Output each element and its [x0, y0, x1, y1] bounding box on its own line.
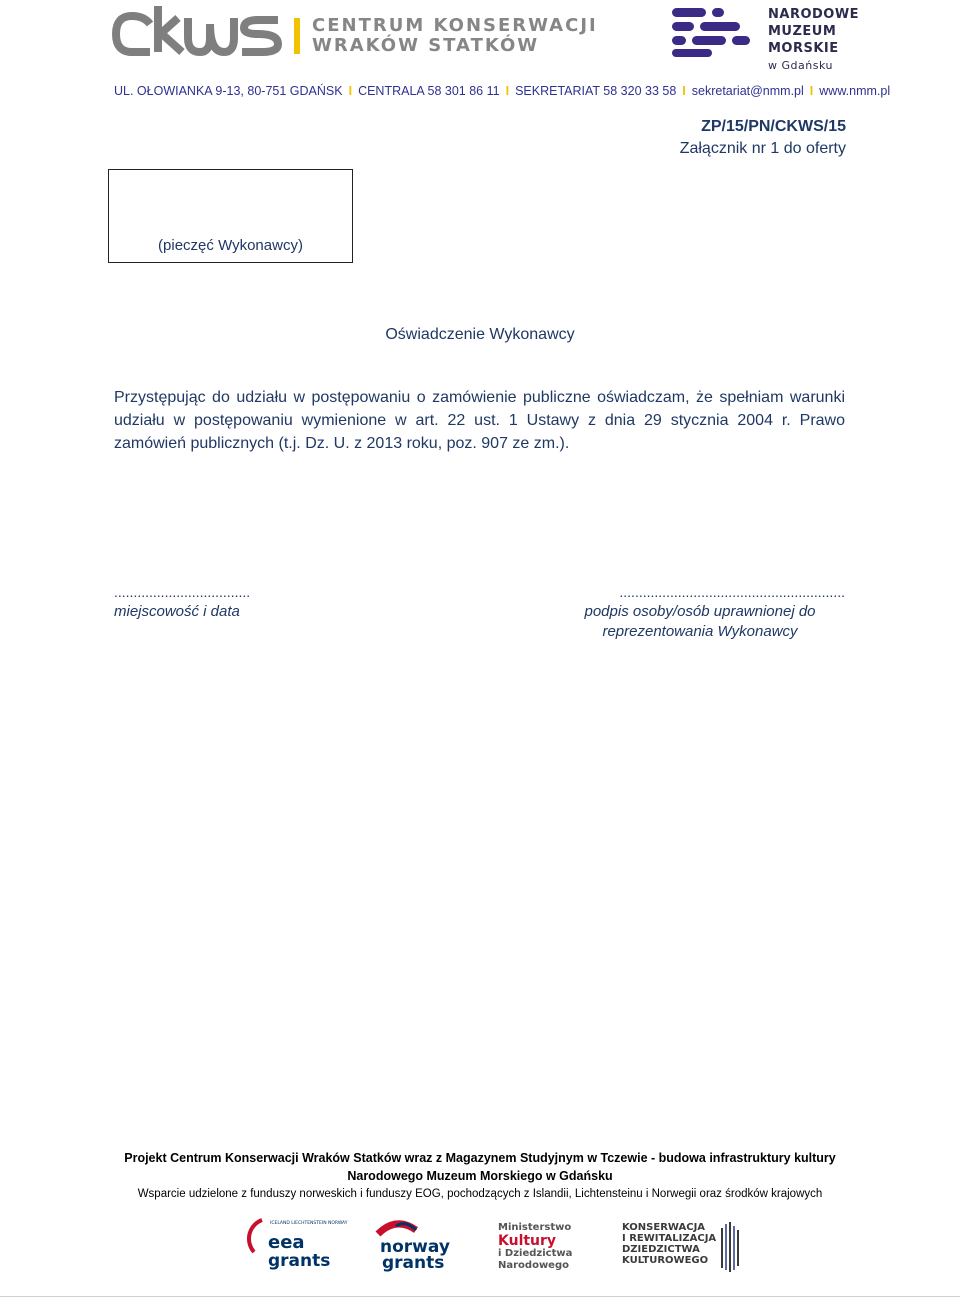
eea-grants-logo [248, 1216, 348, 1277]
ckws-name [312, 16, 598, 56]
krd-line2: I REWITALIZACJA [622, 1233, 717, 1244]
norway-grants-logo [372, 1216, 456, 1277]
document-title: Oświadczenie Wykonawcy [385, 326, 575, 343]
attachment-label: Załącznik nr 1 do oferty [679, 140, 846, 157]
footer-project-line2: Narodowego Muzeum Morskiego w Gdańsku [347, 1169, 613, 1183]
ministry-line2: Kultury [498, 1233, 557, 1249]
krd-line3: DZIEDZICTWA [622, 1244, 700, 1255]
ministry-line4: Narodowego [498, 1260, 569, 1271]
contact-email[interactable]: sekretariat@nmm.pl [691, 84, 804, 98]
nmm-name-line2: MUZEUM [768, 24, 837, 39]
nmm-name-line3: MORSKIE [768, 41, 839, 56]
eea-text: eea [268, 1232, 305, 1253]
reference-block [680, 116, 846, 160]
ckws-name-line2: WRAKÓW STATKÓW [312, 35, 540, 56]
krd-logo [622, 1222, 740, 1272]
footer-support: Wsparcie udzielone z funduszy norweskich i funduszy EOG, pochodzących z Islandii, Lichtensteinu i Norwegii oraz środków krajowych [137, 1188, 823, 1200]
ministry-line3: i Dziedzictwa [498, 1248, 573, 1259]
page-bottom-rule [0, 1296, 960, 1297]
ckws-logo [112, 4, 292, 61]
eea-grants-text: grants [268, 1251, 331, 1271]
signature-label [540, 602, 860, 642]
signature-dots: .......................................................... [619, 584, 845, 600]
eea-small-text: ICELAND LIECHTENSTEIN NORWAY [270, 1221, 348, 1226]
krd-line1: KONSERWACJA [622, 1222, 706, 1233]
nmm-name-city: w Gdańsku [768, 59, 833, 72]
document-body: Przystępując do udziału w postępowaniu o zamówienie publiczne oświadczam, że spełniam warunki udziału w postępowaniu wymienione w art. 22 ust. 1 Ustawy z dnia 29 stycznia 2004 r. Prawo zamówień publicznych (t.j. Dz. U. z 2013 roku, poz. 907 ze zm.). [114, 389, 845, 452]
contact-secretariat: SEKRETARIAT 58 320 33 58 [515, 84, 677, 98]
krd-text [622, 1222, 716, 1272]
place-date-dots: ................................... [114, 584, 251, 600]
norway-grants-text: grants [382, 1253, 445, 1273]
contact-line [114, 84, 890, 98]
contact-separator: I [682, 84, 686, 98]
contact-separator: I [809, 84, 814, 98]
krd-line4: KULTUROWEGO [622, 1255, 709, 1266]
nmm-name-line1: NARODOWE [768, 7, 860, 22]
ministry-line1: Ministerstwo [498, 1222, 572, 1233]
contact-phone: CENTRALA 58 301 86 11 [358, 84, 500, 98]
contact-separator: I [505, 84, 510, 98]
nmm-logo [670, 6, 754, 63]
contact-address: UL. OŁOWIANKA 9-13, 80-751 GDAŃSK [114, 84, 343, 98]
nmm-name [768, 6, 859, 74]
footer [0, 1149, 960, 1203]
contact-separator: I [348, 84, 353, 98]
krd-bars-icon [720, 1222, 740, 1272]
signature-label-line1: podpis osoby/osób uprawnionej do [584, 603, 816, 620]
ministry-culture-logo [498, 1222, 572, 1272]
place-date-label: miejscowość i data [114, 603, 240, 620]
reference-number: ZP/15/PN/CKWS/15 [701, 118, 846, 135]
ckws-yellow-bar [294, 18, 300, 54]
stamp-box [108, 169, 353, 263]
signature-label-line2: reprezentowania Wykonawcy [602, 623, 798, 640]
norway-text: norway [380, 1237, 450, 1257]
contact-www[interactable]: www.nmm.pl [819, 84, 891, 98]
stamp-label: (pieczęć Wykonawcy) [158, 237, 303, 254]
ckws-name-line1: CENTRUM KONSERWACJI [312, 15, 598, 36]
footer-project-line1: Projekt Centrum Konserwacji Wraków Statków wraz z Magazynem Studyjnym w Tczewie - budowa infrastruktury kultury [124, 1151, 836, 1165]
